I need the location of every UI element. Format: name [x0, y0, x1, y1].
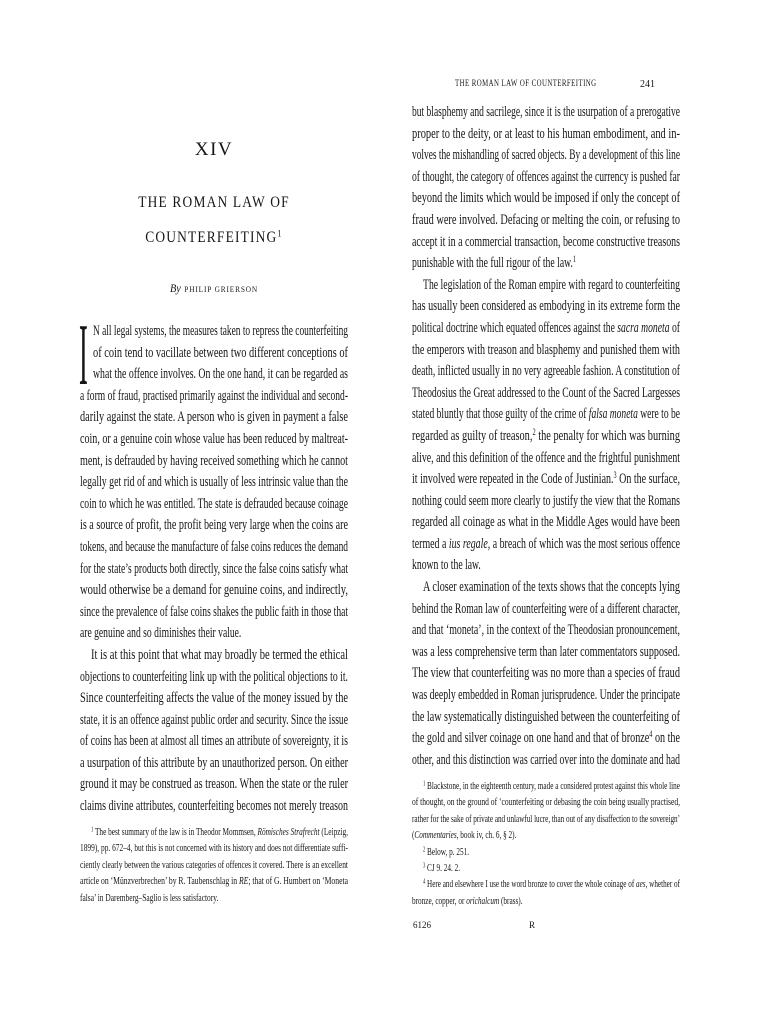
body-text-line	[412, 620, 680, 642]
line-text: but blasphemy and sacrilege, since it is the usurpation of a prerogative	[412, 104, 680, 120]
line-text: volves the mishandling of sacred objects. By a development of this line	[412, 147, 680, 164]
body-text-line	[423, 275, 680, 297]
line-text: of coins has been at almost all times an attribute of sovereignty, it is	[80, 733, 348, 750]
body-text-line	[412, 469, 680, 491]
italic-text: Römisches Strafrecht	[257, 826, 320, 838]
note-reference: 3	[423, 862, 426, 870]
line-text: other, and this distinction was carried over into the dominate and had	[412, 751, 680, 768]
line-text: of coin tend to vacillate between two different conceptions of	[93, 344, 348, 361]
line-text: ment, is defrauded by having received something which he cannot	[80, 452, 348, 469]
line-text: proper to the deity, or at least to his human embodiment, and in-	[412, 125, 680, 142]
body-text-line	[80, 537, 348, 559]
right-footnotes	[412, 778, 680, 909]
footnote-line	[80, 840, 348, 856]
body-text-line	[80, 515, 348, 537]
footnote-line	[91, 824, 348, 840]
line-text: and that ‘moneta’, in the context of the Theodosian pronouncement,	[412, 622, 680, 639]
footnote-line	[80, 873, 348, 889]
chapter-title-text: COUNTERFEITING	[145, 229, 278, 246]
footnote-line	[412, 827, 680, 843]
footnote-line	[423, 844, 680, 860]
line-text: objections to counterfeiting link up with the political objections to it.	[80, 668, 348, 685]
line-text: alive, and this definition of the offence and the frightful punishment	[412, 449, 680, 466]
line-text: $^1$ The best summary of the law is in Theodor Mommsen, Römisches Strafrecht (Leipzig,	[91, 826, 348, 838]
signature-number: 6126	[413, 920, 431, 930]
italic-text: RE	[238, 875, 249, 888]
paragraph	[412, 577, 680, 771]
chapter-title-line-2	[101, 226, 326, 250]
body-text-line	[80, 667, 348, 689]
body-text-line	[93, 321, 348, 343]
left-footnotes	[80, 824, 348, 906]
paragraph	[412, 102, 680, 275]
body-text-line	[412, 167, 680, 189]
byline-prefix: By	[169, 281, 181, 295]
line-text: 1899), pp. 672–4, but this is not concerned with its history and does not differentiate suffi-	[80, 842, 348, 855]
line-text: rather for the sake of private and unlawful lucre, than out of any disaffection to the sovereign’	[412, 812, 680, 825]
body-text-line	[412, 318, 680, 340]
footnote	[412, 844, 680, 860]
footnote-line	[423, 860, 680, 876]
body-text-line	[412, 599, 680, 621]
line-text: of thought, the category of offences against the currency is pushed far	[412, 168, 680, 185]
body-text-line	[80, 796, 348, 818]
italic-text: sacra moneta	[617, 319, 670, 336]
line-text: it involved were repeated in the Code of Justinian.$^3$ On the surface,	[412, 470, 680, 488]
footnote-line	[423, 778, 680, 794]
line-text: $^2$ Below, p. 251.	[423, 845, 470, 858]
line-text: known to the law.	[412, 557, 481, 574]
note-reference: 2	[532, 426, 536, 437]
drop-cap: I	[79, 307, 88, 404]
note-reference: 4	[423, 878, 426, 886]
italic-text: ius regale	[448, 535, 488, 552]
page-number: 241	[640, 79, 655, 90]
body-text-line	[80, 451, 348, 473]
line-text: has usually been considered as embodying in its extreme form the	[412, 298, 680, 315]
line-text: regarded as guilty of treason,$^2$ the penalty for which was burning	[412, 426, 680, 444]
footnote	[412, 860, 680, 876]
body-text-line	[412, 685, 680, 707]
line-text: coin, or a genuine coin whose value has been reduced by maltreat-	[80, 430, 348, 447]
body-text-line	[80, 580, 348, 602]
line-text: for the state’s products both directly, since the false coins satisfy what	[80, 560, 348, 577]
line-text: the law systematically distinguished between the counterfeiting of	[412, 708, 680, 725]
body-text-line	[91, 645, 348, 667]
line-text: what the offence involves. On the one hand, it can be regarded as	[93, 366, 348, 383]
footnote	[412, 876, 680, 909]
body-text-line	[412, 750, 680, 772]
italic-text: falsa moneta	[588, 406, 638, 423]
line-text: beyond the limits which would be imposed if only the concept of	[412, 190, 680, 207]
body-text-line	[80, 386, 348, 408]
line-text: the emperors with treason and blasphemy and punished them with	[412, 341, 680, 358]
body-text-line	[412, 491, 680, 513]
line-text: darily against the state. A person who is given in payment a false	[80, 409, 348, 426]
body-text-line	[80, 753, 348, 775]
body-text-line	[80, 623, 348, 645]
line-text: state, it is an offence against public order and security. Since the issue	[80, 711, 348, 728]
footnote-line	[423, 876, 680, 892]
author-byline	[99, 279, 329, 297]
line-text: legally get rid of and which is usually of less intrinsic value than the	[80, 474, 348, 491]
body-text-line	[412, 642, 680, 664]
body-text-line	[412, 232, 680, 254]
chapter-number: XIV	[194, 139, 234, 160]
line-text: N all legal systems, the measures taken to repress the counterfeiting	[93, 323, 348, 339]
paragraph	[80, 645, 348, 818]
line-text: a usurpation of this attribute by an unauthorized person. On either	[80, 754, 348, 771]
line-text: accept it in a commercial transaction, become constructive treasons	[412, 233, 680, 250]
footnote	[412, 778, 680, 844]
body-text-line	[412, 663, 680, 685]
body-text-line	[412, 534, 680, 556]
italic-text: aes	[636, 878, 646, 891]
body-text-line	[80, 731, 348, 753]
line-text: article on ‘Münzverbrechen’ by R. Taubenschlag in RE; that of G. Humbert on ‘Moneta	[80, 875, 348, 888]
body-text-line	[412, 102, 680, 124]
body-text-line	[93, 343, 348, 365]
body-text-line	[80, 429, 348, 451]
line-text: tokens, and because the manufacture of false coins reduces the demand	[80, 538, 348, 555]
line-text: would otherwise be a demand for genuine coins, and indirectly,	[80, 582, 348, 599]
line-text: nothing could seem more clearly to justify the view that the Romans	[412, 492, 680, 509]
line-text: was a less comprehensive term than later commentators supposed.	[412, 643, 680, 660]
line-text: termed a ius regale, a breach of which was the most serious offence	[412, 535, 680, 552]
note-reference: 4	[649, 729, 653, 740]
paragraph	[80, 321, 348, 645]
line-text: (Commentaries, book iv, ch. 6, § 2).	[412, 829, 517, 842]
author-name: PHILIP GRIERSON	[184, 284, 259, 294]
body-text-line	[80, 407, 348, 429]
line-text: was deeply embedded in Roman jurisprudence. Under the principate	[412, 687, 680, 704]
body-text-line	[80, 559, 348, 581]
body-text-line	[412, 404, 680, 426]
body-text-line	[412, 124, 680, 146]
body-text-line	[412, 448, 680, 470]
body-text-line	[412, 210, 680, 232]
italic-text: orichalcum	[466, 894, 500, 907]
body-text-line	[412, 145, 680, 167]
line-text: death, inflicted usually in no very agreeable fashion. A constitution of	[412, 363, 680, 380]
line-text: of thought, on the ground of ‘counterfeiting or debasing the coin being usually practised,	[412, 796, 680, 809]
note-reference: 3	[613, 470, 617, 481]
line-text: political doctrine which equated offences against the sacra moneta of	[412, 319, 680, 336]
line-text: coin to which he was entitled. The state is defrauded because coinage	[80, 495, 348, 512]
body-text-line	[80, 494, 348, 516]
note-reference: 1	[572, 254, 576, 265]
line-text: stated bluntly that those guilty of the crime of falsa moneta were to be	[412, 406, 680, 423]
line-text: the gold and silver coinage on one hand and that of bronze$^4$ on the	[412, 729, 680, 747]
footnote-line	[80, 890, 348, 906]
line-text: fraud were involved. Defacing or melting the coin, or refusing to	[412, 211, 680, 228]
italic-text: Commentaries	[414, 829, 457, 842]
note-reference: 1	[423, 780, 426, 788]
line-text: regarded all coinage as what in the Middle Ages would have been	[412, 514, 680, 531]
title-note-reference: 1	[277, 228, 283, 240]
body-text-line	[412, 512, 680, 534]
body-text-line	[412, 426, 680, 448]
body-text-line	[412, 188, 680, 210]
running-head: THE ROMAN LAW OF COUNTERFEITING	[455, 79, 597, 89]
signature-letter: R	[529, 920, 536, 930]
line-text: claims divine attributes, counterfeiting becomes not merely treason	[80, 798, 348, 815]
line-text: are genuine and so diminishes their value.	[80, 625, 242, 642]
footnote	[80, 824, 348, 906]
line-text: The legislation of the Roman empire with regard to counterfeiting	[423, 276, 680, 293]
footnote-line	[412, 811, 680, 827]
body-text-line	[80, 710, 348, 732]
paragraph	[412, 275, 680, 577]
body-text-line	[80, 774, 348, 796]
line-text: The view that counterfeiting was no more than a species of fraud	[412, 665, 680, 682]
line-text: It is at this point that what may broadly be termed the ethical	[91, 646, 348, 663]
line-text: a form of fraud, practised primarily against the individual and second-	[80, 387, 348, 404]
line-text: Theodosius the Great addressed to the Count of the Sacred Largesses	[412, 384, 680, 401]
left-body-text	[80, 321, 348, 818]
footnote-line	[80, 857, 348, 873]
line-text: Since counterfeiting affects the value of the money issued by the	[80, 690, 348, 707]
right-body-text	[412, 102, 680, 771]
body-text-line	[412, 383, 680, 405]
line-text: bronze, copper, or orichalcum (brass).	[412, 894, 523, 907]
footnote-line	[412, 893, 680, 909]
body-text-line	[412, 253, 680, 275]
line-text: ground it may be construed as treason. When the state or the ruler	[80, 776, 348, 793]
body-text-line	[412, 555, 680, 577]
body-text-line	[93, 364, 348, 386]
body-text-line	[80, 602, 348, 624]
line-text: falsa’ in Daremberg–Saglio is less satisfactory.	[80, 891, 219, 904]
line-text: $^4$ Here and elsewhere I use the word bronze to cover the whole coinage of aes, whether of	[423, 878, 680, 891]
chapter-title-line-1: THE ROMAN LAW OF	[138, 194, 290, 211]
body-text-line	[412, 707, 680, 729]
line-text: behind the Roman law of counterfeiting were of a different character,	[412, 600, 680, 617]
body-text-line	[80, 472, 348, 494]
body-text-line	[423, 577, 680, 599]
line-text: since the prevalence of false coins shakes the public faith in those that	[80, 603, 348, 620]
line-text: A closer examination of the texts shows that the concepts lying	[423, 579, 680, 596]
line-text: $^1$ Blackstone, in the eighteenth century, made a considered protest against this whole line	[423, 780, 680, 792]
line-text: $^3$ CJ 9. 24. 2.	[423, 861, 461, 874]
line-text: ciently clearly between the various categories of offences it covered. There is an excellent	[80, 858, 348, 871]
body-text-line	[412, 296, 680, 318]
footnote-line	[412, 794, 680, 810]
line-text: is a source of profit, the profit being very large when the coins are	[80, 517, 348, 534]
body-text-line	[412, 728, 680, 750]
note-reference: 2	[423, 845, 426, 853]
note-reference: 1	[91, 826, 94, 834]
body-text-line	[412, 340, 680, 362]
line-text: punishable with the full rigour of the law.$^1$	[412, 254, 576, 272]
body-text-line	[412, 361, 680, 383]
body-text-line	[80, 688, 348, 710]
